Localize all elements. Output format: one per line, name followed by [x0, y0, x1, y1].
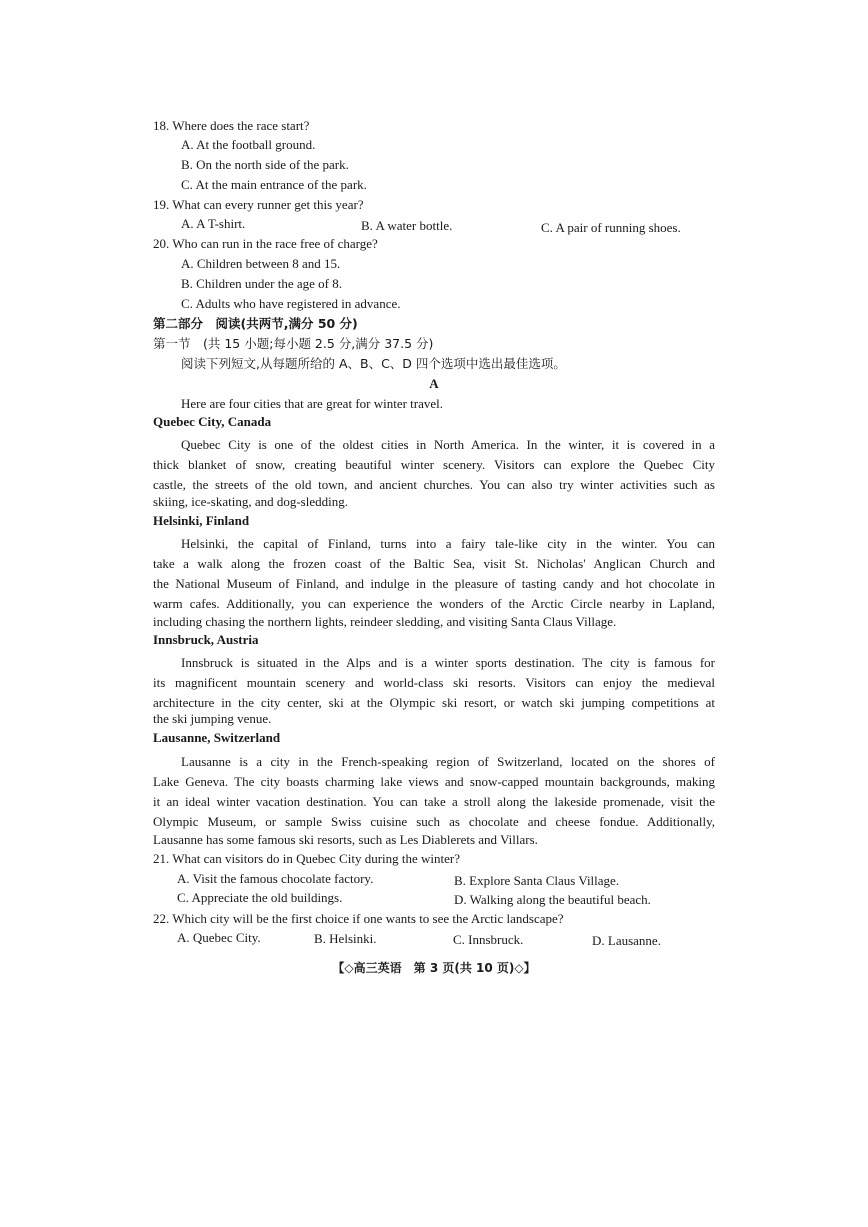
lausanne-line-5: Lausanne has some famous ski resorts, such as Les Diablerets and Villars. — [153, 832, 538, 847]
quebec-line-4: skiing, ice-skating, and dog-sledding. — [153, 494, 348, 509]
q20-option-c: C. Adults who have registered in advance. — [181, 296, 401, 311]
q22-question: 22. Which city will be the first choice if one wants to see the Arctic landscape? — [153, 911, 564, 926]
q21-option-a: A. Visit the famous chocolate factory. — [177, 871, 374, 886]
q21-option-d: D. Walking along the beautiful beach. — [454, 892, 651, 907]
q21-question: 21. What can visitors do in Quebec City during the winter? — [153, 851, 460, 866]
innsbruck-line-2: its magnificent mountain scenery and world-class ski resorts. Visitors can enjoy the medieval — [153, 675, 715, 690]
city-heading-lausanne: Lausanne, Switzerland — [153, 730, 281, 745]
q18-question: 18. Where does the race start? — [153, 118, 310, 133]
helsinki-line-2: take a walk along the frozen coast of the Baltic Sea, visit St. Nicholas' Anglican Church and — [153, 556, 715, 571]
q21-option-c: C. Appreciate the old buildings. — [177, 890, 343, 905]
q19-option-c: C. A pair of running shoes. — [541, 220, 681, 235]
quebec-line-2: thick blanket of snow, creating beautiful winter scenery. Visitors can explore the Quebec City — [153, 457, 715, 472]
helsinki-line-3: the National Museum of Finland, and indulge in the pleasure of tasting candy and hot chocolate in — [153, 576, 715, 591]
quebec-line-1: Quebec City is one of the oldest cities in North America. In the winter, it is covered in a — [181, 437, 715, 452]
lausanne-line-2: Lake Geneva. The city boasts charming lake views and snow-capped mountain backgrounds, making — [153, 774, 715, 789]
innsbruck-line-1: Innsbruck is situated in the Alps and is a winter sports destination. The city is famous for — [181, 655, 715, 670]
helsinki-line-4: warm cafes. Additionally, you can experience the wonders of the Arctic Circle nearby in Lapland, — [153, 596, 715, 611]
section1-title: 第一节 (共 15 小题;每小题 2.5 分,满分 37.5 分) — [153, 336, 434, 351]
helsinki-line-1: Helsinki, the capital of Finland, turns into a fairy tale-like city in the winter. You can — [181, 536, 715, 551]
part2-title: 第二部分 阅读(共两节,满分 50 分) — [153, 316, 358, 331]
lausanne-line-3: it an ideal winter vacation destination. You can take a stroll along the lakeside promenade, visit the — [153, 794, 715, 809]
reading-instruction: 阅读下列短文,从每题所给的 A、B、C、D 四个选项中选出最佳选项。 — [181, 356, 566, 371]
q18-option-b: B. On the north side of the park. — [181, 157, 349, 172]
page-footer: 【◇高三英语 第 3 页(共 10 页)◇】 — [332, 961, 536, 975]
helsinki-line-5: including chasing the northern lights, reindeer sledding, and visiting Santa Claus Village. — [153, 614, 617, 629]
q19-question: 19. What can every runner get this year? — [153, 197, 364, 212]
q22-option-a: A. Quebec City. — [177, 930, 261, 945]
q18-option-c: C. At the main entrance of the park. — [181, 177, 367, 192]
quebec-line-3: castle, the streets of the old town, and ancient churches. You can also try winter activities such as — [153, 477, 715, 492]
q22-option-b: B. Helsinki. — [314, 931, 377, 946]
q20-option-b: B. Children under the age of 8. — [181, 276, 343, 291]
q18-option-a: A. At the football ground. — [181, 137, 316, 152]
q22-option-c: C. Innsbruck. — [453, 932, 524, 947]
city-heading-innsbruck: Innsbruck, Austria — [153, 632, 259, 647]
innsbruck-line-3: architecture in the city center, ski at the Olympic ski resort, or watch ski jumping competitions at — [153, 695, 715, 710]
passage-intro: Here are four cities that are great for winter travel. — [181, 396, 444, 411]
q20-question: 20. Who can run in the race free of charge? — [153, 236, 378, 251]
q19-option-a: A. A T-shirt. — [181, 216, 246, 231]
q21-option-b: B. Explore Santa Claus Village. — [454, 873, 620, 888]
passage-label: A — [429, 376, 439, 391]
lausanne-line-1: Lausanne is a city in the French-speaking region of Switzerland, located on the shores of — [181, 754, 715, 769]
city-heading-helsinki: Helsinki, Finland — [153, 513, 250, 528]
q22-option-d: D. Lausanne. — [592, 933, 661, 948]
q19-option-b: B. A water bottle. — [361, 218, 453, 233]
lausanne-line-4: Olympic Museum, or sample Swiss cuisine such as chocolate and cheese fondue. Additionally, — [153, 814, 715, 829]
city-heading-quebec: Quebec City, Canada — [153, 414, 272, 429]
q20-option-a: A. Children between 8 and 15. — [181, 256, 341, 271]
innsbruck-line-4: the ski jumping venue. — [153, 711, 272, 726]
